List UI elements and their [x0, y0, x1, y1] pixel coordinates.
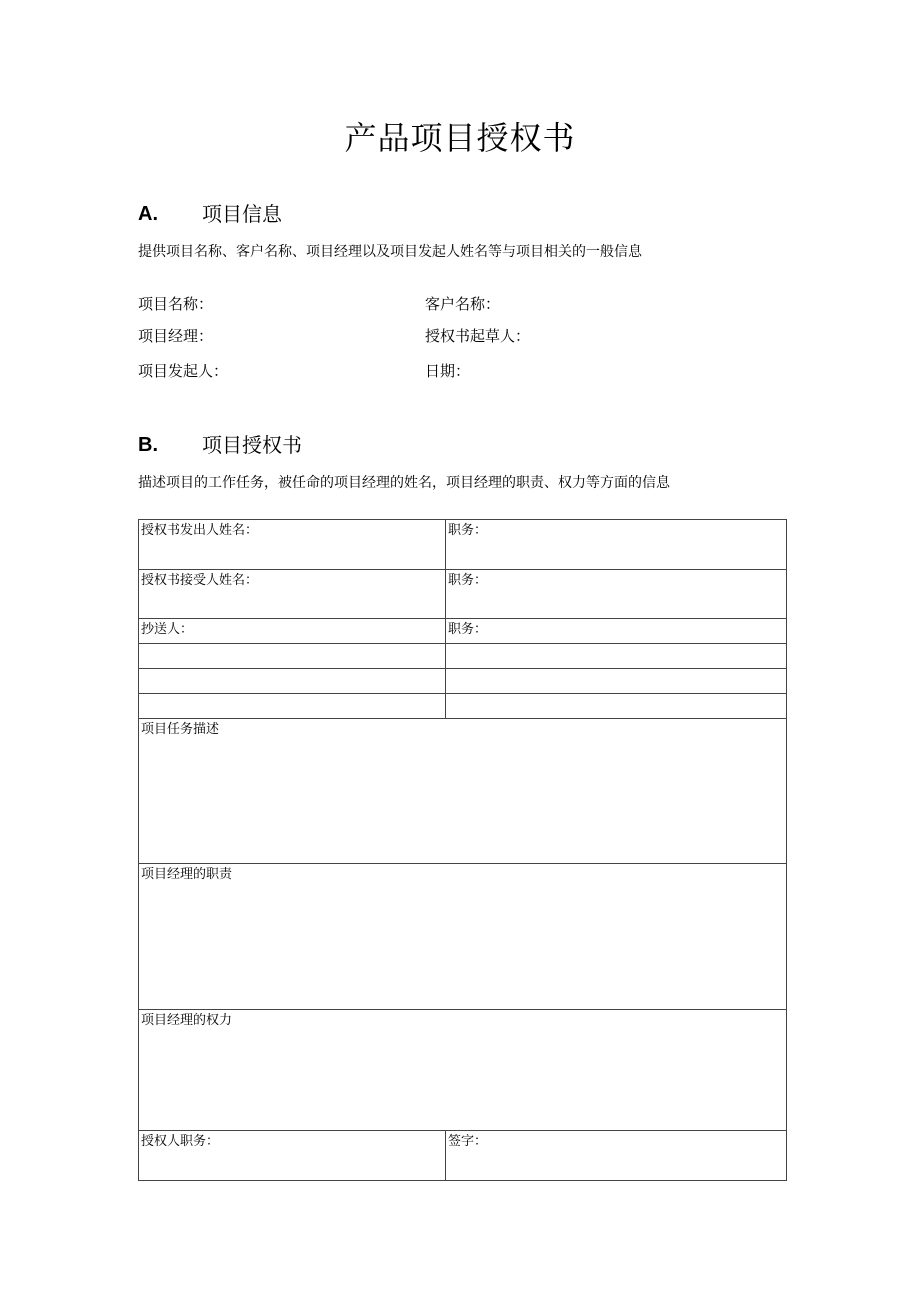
table-row	[139, 1010, 787, 1131]
table-row	[139, 644, 787, 669]
section-a-title: 项目信息	[202, 202, 282, 226]
cc-cell[interactable]: 抄送人：	[139, 619, 446, 644]
section-a-letter: A.	[138, 203, 158, 225]
empty-cell[interactable]	[139, 669, 446, 694]
table-row	[139, 669, 787, 694]
table-row	[139, 619, 787, 644]
project-manager-field[interactable]: 项目经理：	[138, 327, 214, 345]
table-row	[139, 1131, 787, 1181]
sponsor-field[interactable]: 项目发起人：	[138, 362, 229, 380]
issuer-title-cell[interactable]: 职务：	[446, 520, 787, 570]
table-row	[139, 864, 787, 1010]
document-title: 产品项目授权书	[344, 119, 576, 157]
date-field[interactable]: 日期：	[425, 362, 471, 380]
authorization-table	[138, 519, 787, 1181]
empty-cell[interactable]	[446, 644, 787, 669]
table-row	[139, 520, 787, 570]
authorizer-title-cell[interactable]: 授权人职务：	[139, 1131, 446, 1181]
pm-duties-cell[interactable]: 项目经理的职责	[139, 864, 787, 1010]
drafter-field[interactable]: 授权书起草人：	[425, 327, 531, 345]
section-b-title: 项目授权书	[202, 433, 302, 457]
task-description-cell[interactable]: 项目任务描述	[139, 719, 787, 864]
table-row	[139, 694, 787, 719]
empty-cell[interactable]	[139, 644, 446, 669]
table-row	[139, 570, 787, 619]
section-b-letter: B.	[138, 434, 158, 456]
issuer-name-cell[interactable]: 授权书发出人姓名：	[139, 520, 446, 570]
empty-cell[interactable]	[446, 694, 787, 719]
signature-cell[interactable]: 签字：	[446, 1131, 787, 1181]
section-b-description: 描述项目的工作任务，被任命的项目经理的姓名，项目经理的职责、权力等方面的信息	[138, 475, 670, 491]
recipient-name-cell[interactable]: 授权书接受人姓名：	[139, 570, 446, 619]
recipient-title-cell[interactable]: 职务：	[446, 570, 787, 619]
pm-authority-cell[interactable]: 项目经理的权力	[139, 1010, 787, 1131]
empty-cell[interactable]	[139, 694, 446, 719]
cc-title-cell[interactable]: 职务：	[446, 619, 787, 644]
section-a-description: 提供项目名称、客户名称、项目经理以及项目发起人姓名等与项目相关的一般信息	[138, 244, 642, 260]
client-name-field[interactable]: 客户名称：	[425, 295, 501, 313]
project-name-field[interactable]: 项目名称：	[138, 295, 214, 313]
empty-cell[interactable]	[446, 669, 787, 694]
table-row	[139, 719, 787, 864]
